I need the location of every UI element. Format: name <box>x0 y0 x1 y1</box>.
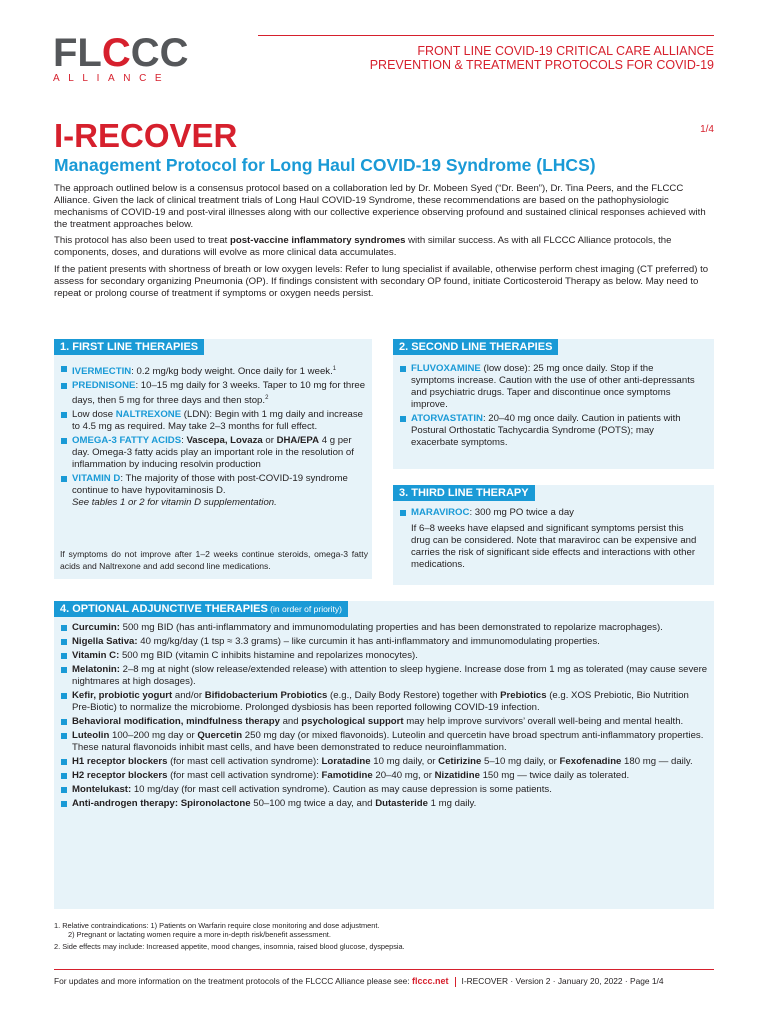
item-bold: Quercetin <box>197 730 243 741</box>
intro-p2-c: with similar success. As with all FLCCC Alliance protocols, the components, doses, and durations will evolve as more clinical data accumulates. <box>54 235 672 259</box>
list-item-behavioral <box>60 716 708 728</box>
drug-name: IVERMECTIN <box>72 366 132 378</box>
item-bold: Montelukast: <box>72 784 132 795</box>
list-item-curcumin <box>60 622 708 634</box>
bullet-square-icon <box>61 667 67 673</box>
bullet-square-icon <box>61 693 67 699</box>
drug-text: : 0.2 mg/kg body weight. Once daily for 1 week. <box>131 366 333 378</box>
first-line-title: 1. FIRST LINE THERAPIES <box>54 339 204 355</box>
logo-cc: CC <box>130 31 189 75</box>
third-line-title: 3. THIRD LINE THERAPY <box>393 485 535 501</box>
footer-separator <box>455 977 456 987</box>
footer-version: I-RECOVER · Version 2 · January 20, 2022 · Page 1/4 <box>461 976 664 986</box>
list-item-omega3 <box>60 435 366 471</box>
drug-name: OMEGA-3 FATTY ACIDS <box>72 435 182 447</box>
item-text: 500 mg BID (has anti-inflammatory and immunomodulating properties and has been demonstrated to repolarize macrophages). <box>119 622 663 633</box>
item-text: 10 mg daily, or <box>370 756 439 767</box>
second-line-panel <box>393 339 714 469</box>
item-bold: H1 receptor blockers <box>72 756 168 767</box>
bullet-square-icon <box>61 412 67 418</box>
intro-text <box>54 183 714 304</box>
adjunctive-title-main: 4. OPTIONAL ADJUNCTIVE THERAPIES <box>60 603 268 615</box>
item-text: may help improve survivors’ overall well-being and mental health. <box>403 716 684 727</box>
item-text: 10 mg/day (for mast cell activation syndrome). Caution as may cause depression is some patients. <box>131 784 552 795</box>
list-item-melatonin <box>60 664 708 688</box>
first-line-panel <box>54 339 372 579</box>
drug-brand: Vascepa, Lovaza <box>186 435 263 447</box>
list-item-prednisone <box>60 380 366 407</box>
item-bold: Prebiotics <box>500 690 547 701</box>
item-bold: Loratadine <box>321 756 371 767</box>
bullet-square-icon <box>61 653 67 659</box>
drug-name: PREDNISONE <box>72 380 136 392</box>
item-bold: Dutasteride <box>375 798 428 809</box>
list-item-h2-blockers <box>60 770 708 782</box>
item-text: 40 mg/kg/day (1 tsp ≈ 3.3 grams) – like curcumin it has anti-inflammatory and immunomodulating properties. <box>137 636 600 647</box>
adjunctive-list <box>60 622 708 812</box>
intro-p2-a: This protocol has also been used to treat <box>54 235 230 247</box>
header-line1: FRONT LINE COVID-19 CRITICAL CARE ALLIANCE <box>417 44 714 58</box>
bullet-square-icon <box>61 801 67 807</box>
item-bold: Fexofenadine <box>559 756 622 767</box>
item-text: and/or <box>172 690 205 701</box>
drug-text: : 10–15 mg daily for 3 weeks. Taper to 10 mg for three days, then 5 mg for three days and then stop. <box>72 380 366 407</box>
item-text: 1 mg daily. <box>427 798 477 809</box>
item-text: (for mast cell activation syndrome): <box>167 756 322 767</box>
drug-text: : 20–40 mg once daily. Caution in patients with Postural Orthostatic Tachycardia Syndrome (POTS); may exacerbate symptoms. <box>411 413 681 448</box>
intro-paragraph-2 <box>54 235 714 259</box>
drug-text: 4 g per day. Omega-3 fatty acids play an important role in the resolution of inflammation by inducing resolvin production <box>72 435 354 471</box>
drug-text: or <box>262 435 277 447</box>
drug-prefix: Low dose <box>72 409 116 421</box>
bullet-square-icon <box>61 733 67 739</box>
drug-name: FLUVOXAMINE <box>411 363 481 374</box>
bullet-square-icon <box>400 510 406 516</box>
footnote-ref: 2 <box>265 395 269 402</box>
list-item-atorvastatin <box>399 413 699 449</box>
item-bold: Nizatidine <box>434 770 480 781</box>
item-text: 50–100 mg twice a day, and <box>250 798 376 809</box>
item-text: 180 mg — daily. <box>621 756 693 767</box>
list-item-naltrexone <box>60 409 366 433</box>
list-item-probiotics <box>60 690 708 714</box>
item-text: 250 mg day (or mixed flavonoids). Luteolin and quercetin have broad spectrum anti-inflammatory properties. These natural flavonoids inhibit mast cells, and have been demonstrated to reduce neuroinflammation. <box>72 730 704 753</box>
list-item-vitamin-c <box>60 650 708 662</box>
item-bold: Famotidine <box>321 770 373 781</box>
drug-name: NALTREXONE <box>115 409 182 421</box>
bullet-square-icon <box>61 773 67 779</box>
list-item-maraviroc <box>399 507 699 519</box>
drug-text: : The majority of those with post-COVID-19 syndrome continue to have hypovitaminosis D. <box>72 473 348 497</box>
footer-site-link[interactable]: flccc.net <box>412 976 449 986</box>
vitamin-d-note: See tables 1 or 2 for vitamin D supplementation. <box>72 497 277 509</box>
drug-text: : 300 mg PO twice a day <box>469 507 574 518</box>
item-text: 2–8 mg at night (slow release/extended release) with attention to sleep hygiene. Increase dose from 1 mg as tolerated (may cause severe nightmares at high dosages). <box>72 664 708 687</box>
drug-name: MARAVIROC <box>411 507 470 518</box>
item-text: (e.g., Daily Body Restore) together with <box>327 690 501 701</box>
item-bold: Melatonin: <box>72 664 120 675</box>
drug-text: (low dose): 25 mg once daily. Stop if the symptoms increase. Caution with the use of other anti-depressants and psychiatric drugs. Taper and discontinue once symptoms improve. <box>411 363 695 410</box>
intro-p2-bold: post-vaccine inflammatory syndromes <box>230 235 406 247</box>
logo-wordmark <box>53 33 233 73</box>
bullet-square-icon <box>61 625 67 631</box>
list-item-h1-blockers <box>60 756 708 768</box>
drug-text: : <box>181 435 187 447</box>
item-bold: Luteolin <box>72 730 110 741</box>
adjunctive-title <box>54 601 348 617</box>
item-bold: Curcumin: <box>72 622 120 633</box>
item-text: 150 mg — twice daily as tolerated. <box>479 770 630 781</box>
item-text: (e.g. XOS Prebiotic, Bio Nutrition Pre-Biotic) to normalize the microbiome. Prolonged dysbiosis has been reported following COVID-19 infection. <box>72 690 689 713</box>
list-item-nigella <box>60 636 708 648</box>
second-line-title: 2. SECOND LINE THERAPIES <box>393 339 558 355</box>
first-line-note: If symptoms do not improve after 1–2 weeks continue steroids, omega-3 fatty acids and Naltrexone and add second line medications. <box>60 549 368 571</box>
list-item-vitamin-d <box>60 473 366 509</box>
item-bold: Anti-androgen therapy: Spironolactone <box>72 798 251 809</box>
bullet-square-icon <box>61 476 67 482</box>
list-item-anti-androgen <box>60 798 708 810</box>
item-text: 500 mg BID (vitamin C inhibits histamine and repolarizes monocytes). <box>119 650 418 661</box>
footer-rule <box>54 969 714 970</box>
bullet-square-icon <box>61 366 67 372</box>
list-item-luteolin <box>60 730 708 754</box>
logo-alliance: ALLIANCE <box>53 73 171 84</box>
item-bold: Bifidobacterium Probiotics <box>204 690 328 701</box>
flccc-logo <box>53 33 233 84</box>
first-line-list <box>60 363 366 511</box>
header-rule <box>258 35 714 36</box>
bullet-square-icon <box>61 438 67 444</box>
logo-fl: FL <box>53 31 102 75</box>
footnote-ref: 1 <box>332 366 337 372</box>
list-item-ivermectin <box>60 363 366 378</box>
list-item-fluvoxamine <box>399 363 699 411</box>
item-text: 100–200 mg day or <box>109 730 198 741</box>
drug-text: (LDN): Begin with 1 mg daily and increase to 4.5 mg as required. May take 2–3 months for full effect. <box>72 409 363 433</box>
page-title: I-RECOVER <box>54 117 238 154</box>
item-bold: Vitamin C: <box>72 650 120 661</box>
adjunctive-title-note: (in order of priority) <box>267 604 342 614</box>
intro-paragraph-1: The approach outlined below is a consensus protocol based on a collaboration led by Dr. Mobeen Syed (“Dr. Been”), Dr. Tina Peers, and the FLCCC Alliance. Given the lack of clinical treatment trials of Long Haul COVID-19 Syndrome, these recommendations are based on the pathophysiologic mechanisms of COVID-19 and post-viral illnesses along with our collective experience observing profound and sustained clinical responses achieved with the treatment approaches below. <box>54 183 706 231</box>
item-bold: Cetirizine <box>438 756 482 767</box>
page-number: 1/4 <box>700 124 714 135</box>
drug-name: ATORVASTATIN <box>411 413 483 424</box>
drug-brand: DHA/EPA <box>276 435 320 447</box>
bullet-square-icon <box>400 416 406 422</box>
item-bold: H2 receptor blockers <box>72 770 168 781</box>
drug-name: VITAMIN D <box>72 473 121 485</box>
maraviroc-note: If 6–8 weeks have elapsed and significant symptoms persist this drug can be considered. Note that maraviroc can be expensive and carries the risk of significant side effects and interactions with other medications. <box>411 523 697 570</box>
footnote-1b: 2) Pregnant or lactating women require a more in-depth risk/benefit assessment. <box>68 930 331 939</box>
list-item-montelukast <box>60 784 708 796</box>
item-text: (for mast cell activation syndrome): <box>167 770 322 781</box>
footer-text: For updates and more information on the treatment protocols of the FLCCC Alliance please see: <box>54 976 412 986</box>
footnote-2: 2. Side effects may include: Increased appetite, mood changes, insomnia, raised blood glucose, dyspepsia. <box>54 942 405 951</box>
bullet-square-icon <box>61 639 67 645</box>
item-bold: psychological support <box>301 716 404 727</box>
footnote-1 <box>54 921 654 939</box>
item-text: and <box>279 716 302 727</box>
item-bold: Behavioral modification, mindfulness therapy <box>72 716 280 727</box>
bullet-square-icon <box>61 787 67 793</box>
page-footer <box>54 976 714 987</box>
third-line-list <box>399 507 699 521</box>
bullet-square-icon <box>400 366 406 372</box>
footnote-1a: 1. Relative contraindications: 1) Patients on Warfarin require close monitoring and dose adjustment. <box>54 921 380 930</box>
item-text: 20–40 mg, or <box>372 770 435 781</box>
logo-c-red: C <box>101 31 131 75</box>
page-subtitle: Management Protocol for Long Haul COVID-19 Syndrome (LHCS) <box>54 155 596 175</box>
adjunctive-panel <box>54 601 714 909</box>
item-text: 5–10 mg daily, or <box>481 756 560 767</box>
third-line-panel <box>393 485 714 585</box>
header-line2: PREVENTION & TREATMENT PROTOCOLS FOR COVID-19 <box>369 58 714 72</box>
item-bold: Kefir, probiotic yogurt <box>72 690 173 701</box>
bullet-square-icon <box>61 759 67 765</box>
bullet-square-icon <box>61 383 67 389</box>
second-line-list <box>399 363 699 451</box>
item-bold: Nigella Sativa: <box>72 636 138 647</box>
bullet-square-icon <box>61 719 67 725</box>
intro-paragraph-3: If the patient presents with shortness of breath or low oxygen levels: Refer to lung specialist if available, otherwise perform chest imaging (CT preferred) to assess for secondary organizing Pneumonia (OP). If findings consistent with secondary OP found, initiate Corticosteroid Therapy as below. May need to repeat or prolong course of treatment if symptoms or oxygen needs persist. <box>54 263 709 299</box>
